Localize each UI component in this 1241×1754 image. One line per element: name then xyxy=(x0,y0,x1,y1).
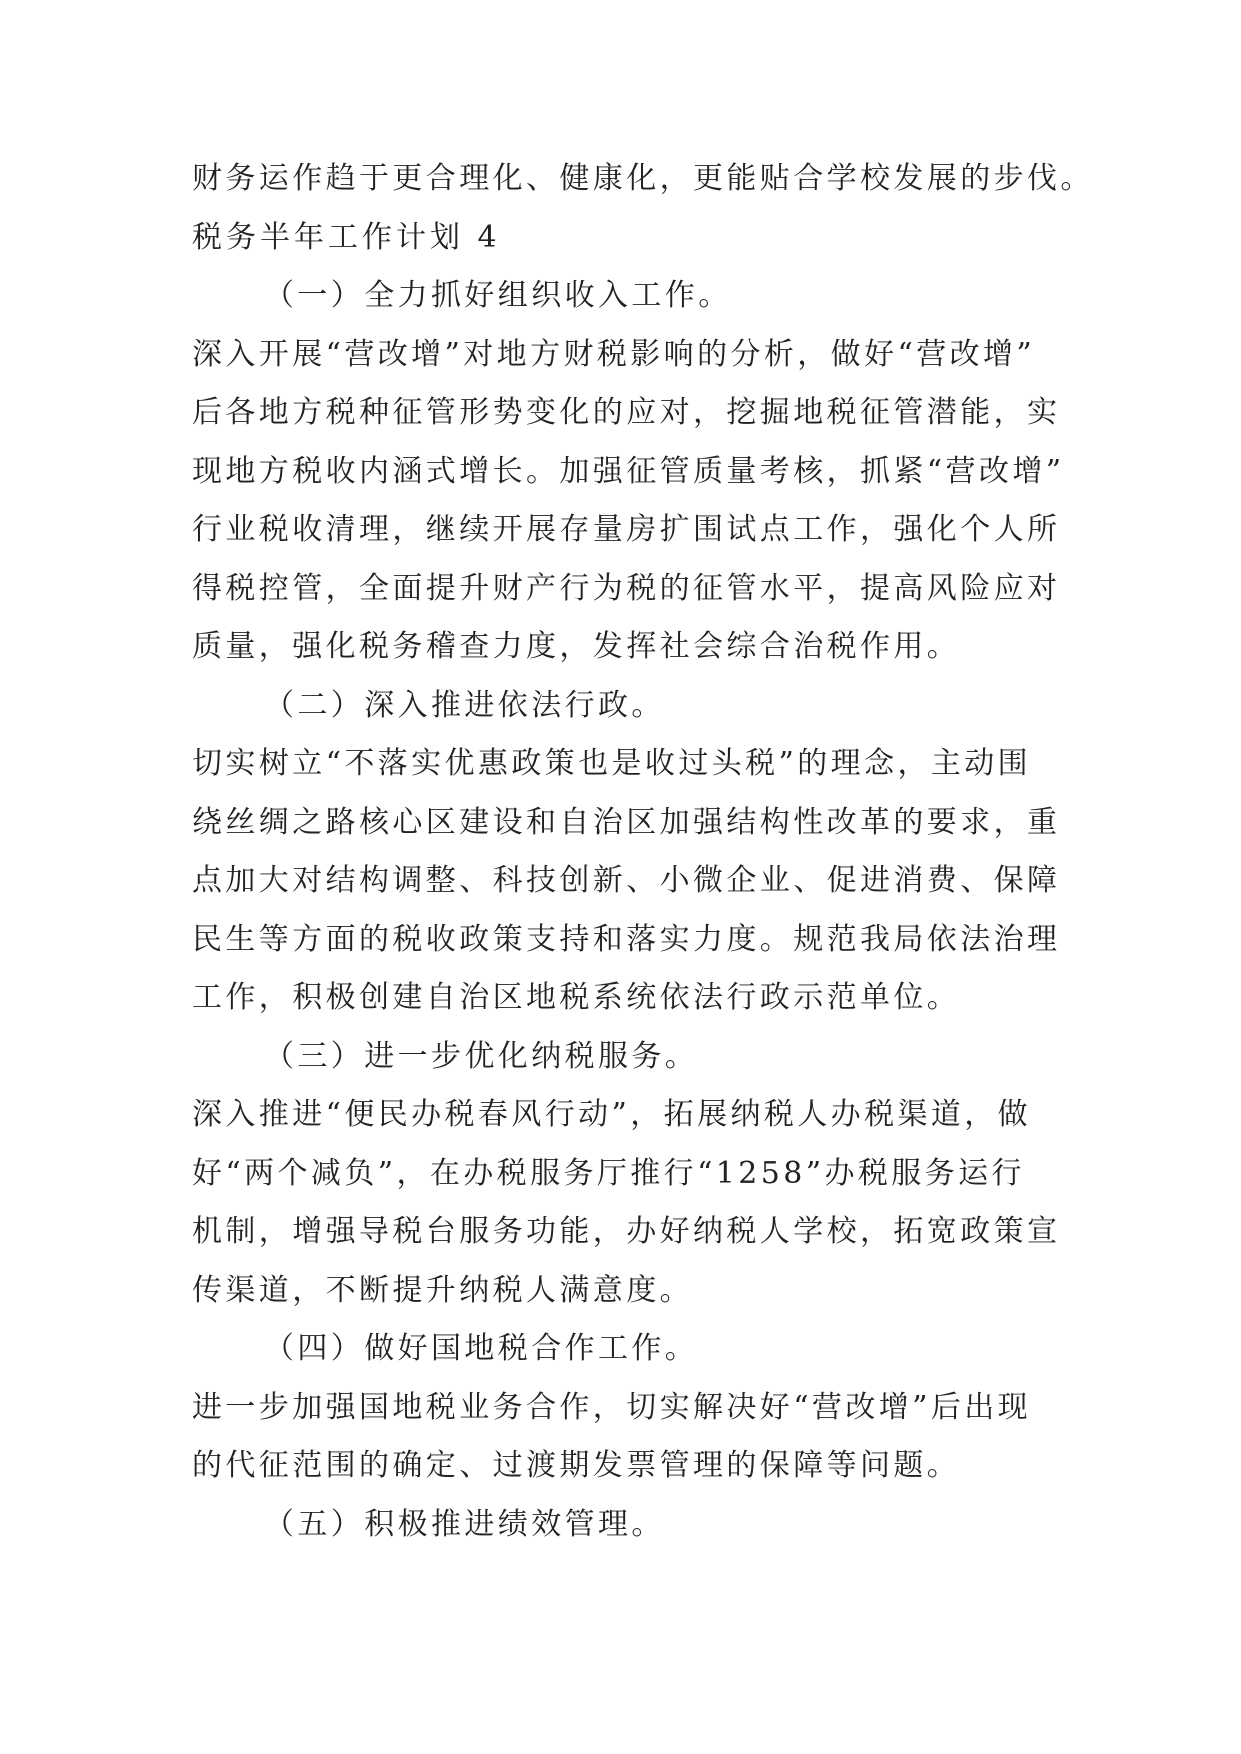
text-line: 深入开展“营改增”对地方财税影响的分析，做好“营改增” xyxy=(192,336,1036,372)
text-line: 得税控管，全面提升财产行为税的征管水平，提高风险应对 xyxy=(192,570,1061,606)
text-line: 切实树立“不落实优惠政策也是收过头税”的理念，主动围 xyxy=(192,746,1032,781)
text-line: 传渠道，不断提升纳税人满意度。 xyxy=(192,1272,693,1308)
text-line: 绕丝绸之路核心区建设和自治区加强结构性改革的要求，重 xyxy=(192,804,1061,840)
subsection-heading: （一）全力抓好组织收入工作。 xyxy=(264,278,732,313)
subsection-heading: （五）积极推进绩效管理。 xyxy=(264,1506,665,1542)
text-line: 后各地方税种征管形势变化的应对，挖掘地税征管潜能，实 xyxy=(192,395,1061,430)
subsection-heading: （二）深入推进依法行政。 xyxy=(264,687,665,723)
text-line: 的代征范围的确定、过渡期发票管理的保障等问题。 xyxy=(192,1448,961,1483)
text-line: 行业税收清理，继续开展存量房扩围试点工作，强化个人所 xyxy=(192,512,1061,547)
text-line: 深入推进“便民办税春风行动”，拓展纳税人办税渠道，做 xyxy=(192,1097,1032,1132)
section-title: 税务半年工作计划 4 xyxy=(192,219,501,255)
text-line: 民生等方面的税收政策支持和落实力度。规范我局依法治理 xyxy=(192,921,1061,957)
text-line: 点加大对结构调整、科技创新、小微企业、促进消费、保障 xyxy=(192,863,1061,898)
text-line: 机制，增强导税台服务功能，办好纳税人学校，拓宽政策宣 xyxy=(192,1214,1061,1249)
text-line: 进一步加强国地税业务合作，切实解决好“营改增”后出现 xyxy=(192,1389,1032,1425)
text-line: 现地方税收内涵式增长。加强征管质量考核，抓紧“营改增” xyxy=(192,453,1065,489)
text-line: 工作，积极创建自治区地税系统依法行政示范单位。 xyxy=(192,980,961,1015)
subsection-heading: （四）做好国地税合作工作。 xyxy=(264,1331,699,1366)
text-line: 质量，强化税务稽查力度，发挥社会综合治税作用。 xyxy=(192,629,961,664)
document-page xyxy=(192,150,1094,1554)
text-line: 好“两个减负”，在办税服务厅推行“1258”办税服务运行 xyxy=(192,1155,1025,1191)
text-line: 财务运作趋于更合理化、健康化，更能贴合学校发展的步伐。 xyxy=(192,161,1094,196)
subsection-heading: （三）进一步优化纳税服务。 xyxy=(264,1038,699,1074)
